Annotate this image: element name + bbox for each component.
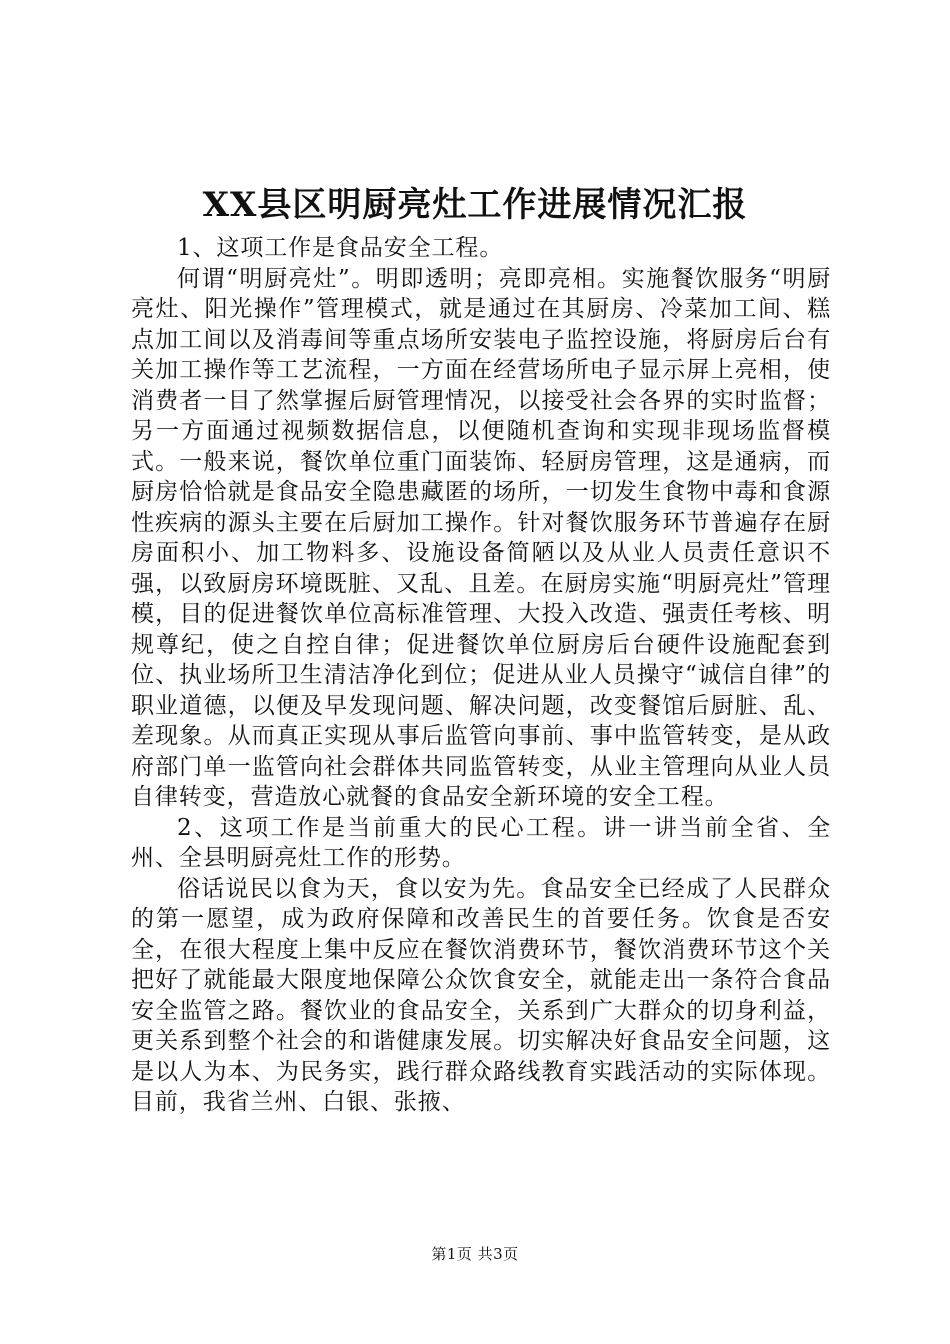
paragraph: 2、这项工作是当前重大的民心工程。讲一讲当前全省、全州、全县明厨亮灶工作的形势。 — [131, 814, 831, 871]
document-body — [131, 233, 831, 1118]
page-footer: 第1页 共3页 — [431, 1245, 519, 1263]
paragraph: 何谓“明厨亮灶”。明即透明；亮即亮相。实施餐饮服务“明厨亮灶、阳光操作”管理模式，就是通过在其厨房、冷菜加工间、糕点加工间以及消毒间等重点场所安装电子监控设施，将厨房后台有关加工操作等工艺流程，一方面在经营场所电子显示屏上亮相，使消费者一目了然掌握后厨管理情况，以接受社会各界的实时监督；另一方面通过视频数据信息，以便随机查询和实现非现场监督模式。一般来说，餐饮单位重门面装饰、轻厨房管理，这是通病，而厨房恰恰就是食品安全隐患藏匿的场所，一切发生食物中毒和食源性疾病的源头主要在后厨加工操作。针对餐饮服务环节普遍存在厨房面积小、加工物料多、设施设备简陋以及从业人员责任意识不强，以致厨房环境既脏、又乱、且差。在厨房实施“明厨亮灶”管理模，目的促进餐饮单位高标准管理、大投入改造、强责任考核、明规尊纪，使之自控自律；促进餐饮单位厨房后台硬件设施配套到位、执业场所卫生清洁净化到位；促进从业人员操守“诚信自律”的职业道德，以便及早发现问题、解决问题，改变餐馆后厨脏、乱、差现象。从而真正实现从事后监管向事前、事中监管转变，是从政府部门单一监管向社会群体共同监管转变，从业主管理向从业人员自律转变，营造放心就餐的食品安全新环境的安全工程。 — [131, 265, 831, 810]
paragraph: 俗话说民以食为天，食以安为先。食品安全已经成了人民群众的第一愿望，成为政府保障和改善民生的首要任务。饮食是否安全，在很大程度上集中反应在餐饮消费环节，餐饮消费环节这个关把好了就能最大限度地保障公众饮食安全，就能走出一条符合食品安全监管之路。餐饮业的食品安全，关系到广大群众的切身利益，更关系到整个社会的和谐健康发展。切实解决好食品安全问题，这是以人为本、为民务实，践行群众路线教育实践活动的实际体现。目前，我省兰州、白银、张掖、 — [131, 875, 831, 1115]
page-title: XX县区明厨亮灶工作进展情况汇报 — [202, 185, 748, 225]
paragraph: 1、这项工作是食品安全工程。 — [177, 235, 504, 261]
